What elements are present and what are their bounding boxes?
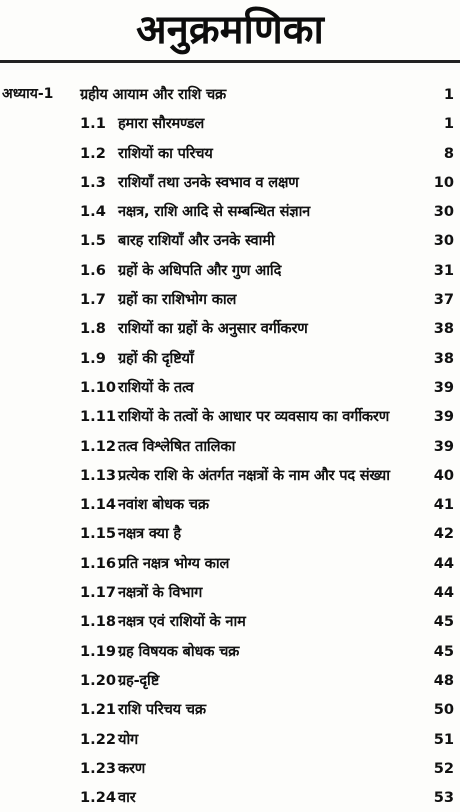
entry-page: 38 <box>433 349 454 367</box>
entry-number: 1.11 <box>80 408 117 426</box>
entry-title: ग्रहों की दृष्टियाँ <box>118 349 194 367</box>
entry-title: वार <box>118 789 136 807</box>
entry-number: 1.5 <box>80 232 106 250</box>
entry-title: ग्रहों का राशिभोग काल <box>118 291 237 309</box>
toc-entry[interactable] <box>0 578 460 607</box>
toc-entry[interactable] <box>0 783 460 812</box>
toc-entry[interactable] <box>0 432 460 461</box>
entry-title: ग्रह विषयक बोधक चक्र <box>118 642 240 660</box>
entry-page: 53 <box>433 789 454 807</box>
toc-entry[interactable] <box>0 461 460 490</box>
entry-title: प्रति नक्षत्र भोग्य काल <box>118 554 230 572</box>
entry-number: 1.12 <box>80 437 117 455</box>
entry-page: 44 <box>433 554 454 572</box>
page-title: अनुक्रमणिका <box>136 7 324 53</box>
entry-page: 30 <box>433 203 454 221</box>
entry-page: 52 <box>433 759 454 777</box>
toc-entry[interactable] <box>0 607 460 636</box>
entry-number: 1.13 <box>80 466 117 484</box>
entry-number: 1.23 <box>80 759 117 777</box>
entry-title: राशियों का ग्रहों के अनुसार वर्गीकरण <box>118 320 308 338</box>
entry-number: 1.18 <box>80 613 117 631</box>
entry-number: 1.20 <box>80 671 117 689</box>
entry-page: 10 <box>433 173 454 191</box>
toc-entry[interactable] <box>0 754 460 783</box>
toc-entry[interactable] <box>0 109 460 138</box>
entry-title: राशियों के तत्वों के आधार पर व्यवसाय का वर्गीकरण <box>118 408 390 426</box>
entry-number: 1.9 <box>80 349 106 367</box>
entry-number: 1.14 <box>80 496 117 514</box>
entry-title: योग <box>118 730 139 748</box>
entry-number: 1.19 <box>80 642 117 660</box>
entry-page: 30 <box>433 232 454 250</box>
entry-title: नक्षत्र, राशि आदि से सम्बन्धित संज्ञान <box>118 203 311 221</box>
entry-title: ग्रहों के अधिपति और गुण आदि <box>118 261 282 279</box>
chapter-title: ग्रहीय आयाम और राशि चक्र <box>80 86 227 103</box>
toc-entry[interactable] <box>0 197 460 226</box>
toc-entry[interactable] <box>0 314 460 343</box>
entry-title: राशि परिचय चक्र <box>118 701 206 719</box>
chapter-label: अध्याय-1 <box>2 86 54 102</box>
entry-page: 50 <box>433 701 454 719</box>
toc-entry[interactable] <box>0 256 460 285</box>
toc-entry[interactable] <box>0 168 460 197</box>
entry-page: 37 <box>433 291 454 309</box>
entry-number: 1.21 <box>80 701 117 719</box>
toc-entry[interactable] <box>0 285 460 314</box>
entry-title: नक्षत्र एवं राशियों के नाम <box>118 613 246 631</box>
entry-number: 1.17 <box>80 584 117 602</box>
entry-title: नक्षत्रों के विभाग <box>118 584 203 602</box>
entry-number: 1.7 <box>80 291 106 309</box>
toc-entry[interactable] <box>0 549 460 578</box>
entry-number: 1.15 <box>80 525 117 543</box>
entry-page: 31 <box>433 261 454 279</box>
entry-title: नक्षत्र क्या है <box>118 525 181 543</box>
entry-number: 1.6 <box>80 261 106 279</box>
entry-page: 8 <box>443 144 454 162</box>
entry-page: 39 <box>433 408 454 426</box>
chapter-row[interactable] <box>0 80 460 109</box>
toc-entries <box>0 109 460 812</box>
entry-page: 51 <box>433 730 454 748</box>
entry-page: 42 <box>433 525 454 543</box>
entry-title: नवांश बोधक चक्र <box>118 496 209 514</box>
chapter-page: 1 <box>443 86 454 103</box>
toc-entry[interactable] <box>0 490 460 519</box>
entry-number: 1.8 <box>80 320 106 338</box>
entry-title: राशियाँ तथा उनके स्वभाव व लक्षण <box>118 173 299 191</box>
entry-page: 44 <box>433 584 454 602</box>
toc-entry[interactable] <box>0 226 460 255</box>
toc-entry[interactable] <box>0 695 460 724</box>
entry-title: बारह राशियाँ और उनके स्वामी <box>118 232 275 250</box>
entry-number: 1.16 <box>80 554 117 572</box>
toc-entry[interactable] <box>0 725 460 754</box>
entry-number: 1.4 <box>80 203 106 221</box>
toc-entry[interactable] <box>0 666 460 695</box>
entry-number: 1.24 <box>80 789 117 807</box>
entry-number: 1.22 <box>80 730 117 748</box>
entry-title: ग्रह-दृष्टि <box>118 671 160 689</box>
table-of-contents <box>0 80 460 812</box>
entry-page: 45 <box>433 613 454 631</box>
entry-number: 1.1 <box>80 115 106 133</box>
toc-entry[interactable] <box>0 139 460 168</box>
entry-page: 39 <box>433 437 454 455</box>
entry-page: 40 <box>433 466 454 484</box>
entry-number: 1.10 <box>80 378 117 396</box>
entry-title: राशियों के तत्व <box>118 378 194 396</box>
toc-entry[interactable] <box>0 402 460 431</box>
entry-page: 48 <box>433 671 454 689</box>
toc-entry[interactable] <box>0 344 460 373</box>
entry-title: हमारा सौरमण्डल <box>118 115 205 133</box>
toc-entry[interactable] <box>0 519 460 548</box>
title-underline <box>0 60 460 63</box>
entry-page: 39 <box>433 378 454 396</box>
entry-page: 45 <box>433 642 454 660</box>
entry-number: 1.3 <box>80 173 106 191</box>
entry-page: 38 <box>433 320 454 338</box>
toc-entry[interactable] <box>0 637 460 666</box>
entry-page: 41 <box>433 496 454 514</box>
entry-page: 1 <box>443 115 454 133</box>
entry-title: तत्व विश्लेषित तालिका <box>118 437 236 455</box>
entry-number: 1.2 <box>80 144 106 162</box>
entry-title: राशियों का परिचय <box>118 144 213 162</box>
entry-title: करण <box>118 759 146 777</box>
toc-entry[interactable] <box>0 373 460 402</box>
entry-title: प्रत्येक राशि के अंतर्गत नक्षत्रों के नाम और पद संख्या <box>118 466 390 484</box>
